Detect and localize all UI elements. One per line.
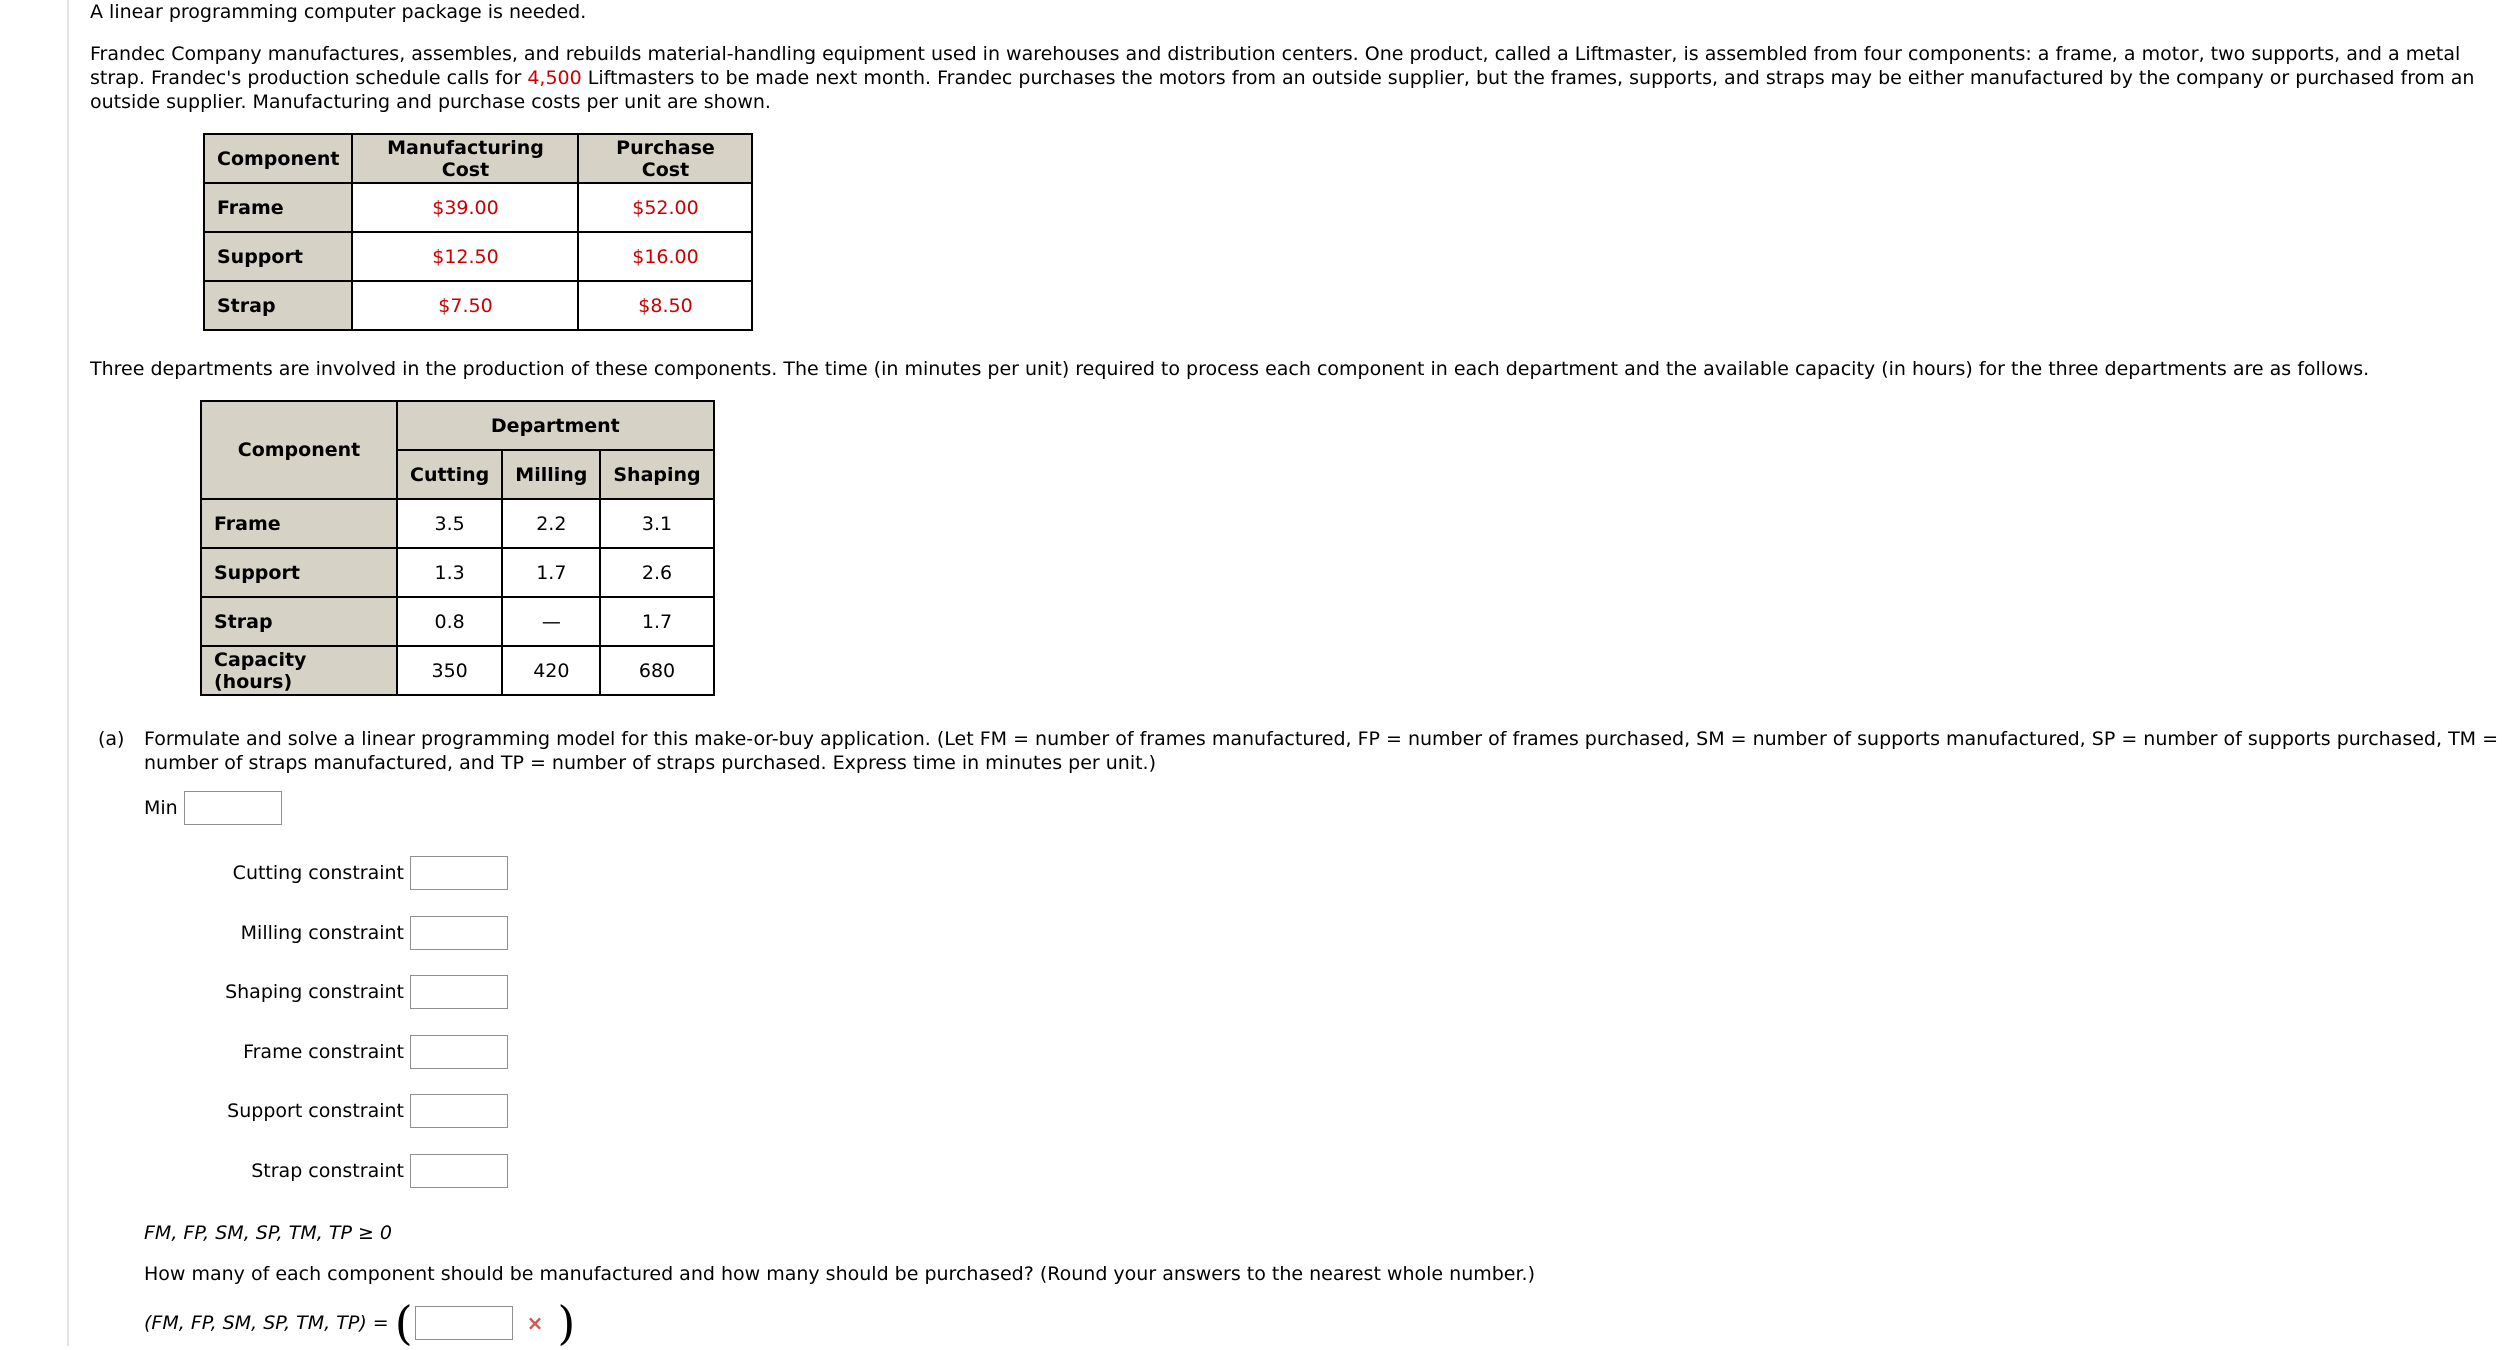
header-department: Department [397, 401, 714, 450]
table-row [201, 548, 714, 597]
answer-row [144, 1296, 576, 1350]
objective-input[interactable] [184, 791, 282, 825]
close-paren: ) [557, 1296, 576, 1350]
purchase-cost: $52.00 [578, 183, 752, 232]
row-label: Support [201, 548, 397, 597]
table-row [201, 646, 714, 695]
milling-constraint-label: Milling constraint [240, 922, 404, 944]
cutting-capacity: 350 [397, 646, 502, 695]
manufacturing-cost: $7.50 [352, 281, 578, 330]
row-label: Frame [204, 183, 352, 232]
shaping-capacity: 680 [600, 646, 713, 695]
cutting-time: 1.3 [397, 548, 502, 597]
header-milling: Milling [502, 450, 600, 499]
strap-constraint-label: Strap constraint [251, 1160, 404, 1182]
objective-row [144, 789, 282, 827]
milling-constraint-input[interactable] [410, 916, 508, 950]
part-a-label: (a) [98, 728, 125, 750]
answer-label: (FM, FP, SM, SP, TM, TP) = [144, 1312, 389, 1334]
milling-time: 2.2 [502, 499, 600, 548]
table-row [201, 499, 714, 548]
problem-text-start: Frandec Company manufactures, assembles, and rebuilds material-handling equipment used in warehouses and distribution centers. One product, called a Liftmaster, is assembled from four components: a frame, a motor, two supports, and a metal strap. Frandec's production schedule calls for [90, 43, 2461, 89]
nonnegativity-constraint: FM, FP, SM, SP, TM, TP ≥ 0 [144, 1222, 392, 1244]
header-purchase-cost: Purchase Cost [578, 134, 752, 183]
left-border [67, 0, 69, 1346]
incorrect-icon: × [526, 1311, 544, 1335]
frame-constraint-input[interactable] [410, 1035, 508, 1069]
departments-intro: Three departments are involved in the production of these components. The time (in minutes per unit) required to process each component in each department and the available capacity (in hours) for the three departments are as follows. [90, 358, 2370, 380]
cutting-constraint-label: Cutting constraint [232, 862, 404, 884]
open-paren: ( [394, 1296, 413, 1350]
cutting-constraint-input[interactable] [410, 856, 508, 890]
header-component: Component [204, 134, 352, 183]
part-a-text: Formulate and solve a linear programming model for this make-or-buy application. (Let FM = number of frames manufactured, FP = number of frames purchased, SM = number of supports manufactured, SP = number of supports purchased, TM = number of straps manufactured, and TP = number of straps purchased. Express time in minutes per unit.) [144, 728, 2499, 774]
shaping-constraint-input[interactable] [410, 975, 508, 1009]
table-row [201, 597, 714, 646]
row-label: Strap [201, 597, 397, 646]
problem-text [90, 42, 2510, 114]
shaping-constraint-label: Shaping constraint [225, 981, 404, 1003]
constraint-row [144, 1152, 508, 1190]
shaping-time: 2.6 [600, 548, 713, 597]
strap-constraint-input[interactable] [410, 1154, 508, 1188]
header-cutting: Cutting [397, 450, 502, 499]
constraint-row [144, 973, 508, 1011]
manufacturing-cost: $39.00 [352, 183, 578, 232]
min-label: Min [144, 797, 178, 819]
answer-input[interactable] [415, 1306, 513, 1340]
constraint-row [144, 1033, 508, 1071]
milling-time: 1.7 [502, 548, 600, 597]
shaping-time: 1.7 [600, 597, 713, 646]
part-a-question: How many of each component should be manufactured and how many should be purchased? (Round your answers to the nearest whole number.) [144, 1263, 1536, 1285]
row-label: Frame [201, 499, 397, 548]
liftmaster-quantity: 4,500 [527, 67, 582, 89]
milling-time: — [502, 597, 600, 646]
header-component: Component [201, 401, 397, 499]
shaping-time: 3.1 [600, 499, 713, 548]
support-constraint-label: Support constraint [227, 1100, 404, 1122]
cutting-time: 3.5 [397, 499, 502, 548]
constraint-row [144, 914, 508, 952]
row-label: Strap [204, 281, 352, 330]
table-row [204, 232, 752, 281]
intro-text: A linear programming computer package is needed. [90, 1, 587, 23]
manufacturing-cost: $12.50 [352, 232, 578, 281]
milling-capacity: 420 [502, 646, 600, 695]
cutting-time: 0.8 [397, 597, 502, 646]
purchase-cost: $8.50 [578, 281, 752, 330]
table-row [204, 183, 752, 232]
header-shaping: Shaping [600, 450, 713, 499]
cost-table-header [204, 134, 752, 183]
time-table [200, 400, 715, 696]
constraint-row [144, 1092, 508, 1130]
problem-text-end: Liftmasters to be made next month. Frandec purchases the motors from an outside supplier, but the frames, supports, and straps may be either manufactured by the company or purchased from an outside supplier. Manufacturing and purchase costs per unit are shown. [90, 67, 2475, 113]
table-row [204, 281, 752, 330]
frame-constraint-label: Frame constraint [243, 1041, 404, 1063]
purchase-cost: $16.00 [578, 232, 752, 281]
support-constraint-input[interactable] [410, 1094, 508, 1128]
cost-table [203, 133, 753, 331]
row-label: Capacity (hours) [201, 646, 397, 695]
time-table-header [201, 401, 714, 450]
constraint-row [144, 854, 508, 892]
header-manufacturing-cost: Manufacturing Cost [352, 134, 578, 183]
row-label: Support [204, 232, 352, 281]
